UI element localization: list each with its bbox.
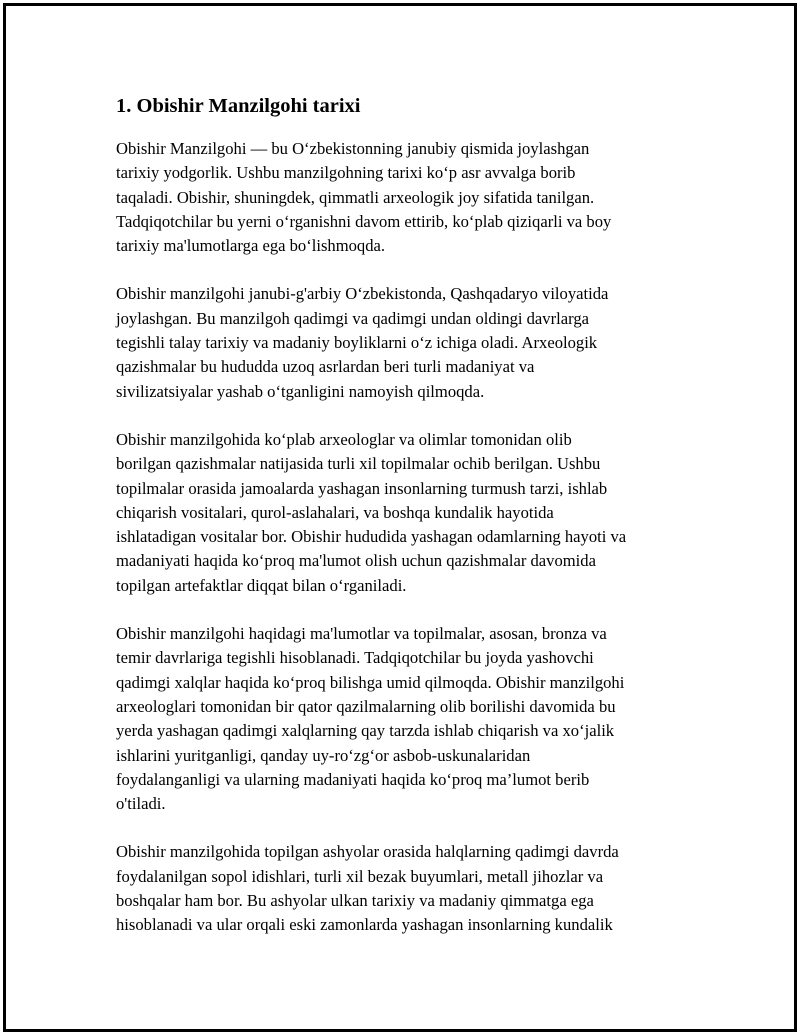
- text-line: o'tiladi.: [116, 794, 166, 814]
- text-line: boshqalar ham bor. Bu ashyolar ulkan tarixiy va madaniy qimmatga ega: [116, 891, 594, 911]
- text-line: Obishir Manzilgohi — bu O‘zbekistonning janubiy qismida joylashgan: [116, 139, 590, 158]
- text-line: qazishmalar bu hududda uzoq asrlardan beri turli madaniyat va: [116, 357, 535, 377]
- text-line: ishlatadigan vositalar bor. Obishir hududida yashagan odamlarning hayoti va: [116, 527, 627, 547]
- paragraph-3: [116, 428, 691, 598]
- text-line: Obishir manzilgohi janubi-g'arbiy O‘zbekistonda, Qashqadaryo viloyatida: [116, 284, 609, 304]
- text-line: Obishir manzilgohida ko‘plab arxeologlar va olimlar tomonidan olib: [116, 429, 572, 449]
- text-line: joylashgan. Bu manzilgoh qadimgi va qadimgi undan oldingi davrlarga: [116, 308, 589, 328]
- text-line: foydalanilgan sopol idishlari, turli xil bezak buyumlari, metall jihozlar va: [116, 866, 604, 886]
- text-line: ishlarini yuritganligi, qanday uy-ro‘zg‘or asbob-uskunalaridan: [116, 745, 531, 765]
- text-line: qadimgi xalqlar haqida ko‘proq bilishga umid qilmoqda. Obishir manzilgohi: [116, 672, 625, 692]
- text-line: hisoblanadi va ular orqali eski zamonlarda yashagan insonlarning kundalik: [116, 915, 613, 935]
- text-line: tarixiy yodgorlik. Ushbu manzilgohning tarixi ko‘p asr avvalga borib: [116, 163, 576, 183]
- text-line: tegishli talay tarixiy va madaniy boyliklarni o‘z ichiga oladi. Arxeologik: [116, 333, 598, 353]
- text-line: foydalanganligi va ularning madaniyati haqida ko‘proq ma’lumot berib: [116, 769, 590, 789]
- text-line: Obishir manzilgohida topilgan ashyolar orasida halqlarning qadimgi davrda: [116, 842, 619, 862]
- text-line: madaniyati haqida ko‘proq ma'lumot olish uchun qazishmalar davomida: [116, 551, 596, 571]
- text-line: temir davrlariga tegishli hisoblanadi. Tadqiqotchilar bu joyda yashovchi: [116, 648, 594, 668]
- text-line: topilmalar orasida jamoalarda yashagan insonlarning turmush tarzi, ishlab: [116, 478, 608, 498]
- text-line: taqaladi. Obishir, shuningdek, qimmatli arxeologik joy sifatida tanilgan.: [116, 187, 595, 207]
- text-line: sivilizatsiyalar yashab o‘tganligini namoyish qilmoqda.: [116, 381, 485, 401]
- document-body: [116, 92, 691, 962]
- paragraph-1: [116, 137, 691, 258]
- text-line: Obishir manzilgohi haqidagi ma'lumotlar va topilmalar, asosan, bronza va: [116, 624, 607, 644]
- text-line: arxeologlari tomonidan bir qator qazilmalarning olib borilishi davomida bu: [116, 696, 616, 716]
- text-line: yerda yashagan qadimgi xalqlarning qay tarzda ishlab chiqarish va xo‘jalik: [116, 721, 615, 741]
- text-line: chiqarish vositalari, qurol-aslahalari, va boshqa kundalik hayotida: [116, 502, 554, 522]
- paragraph-2: [116, 282, 691, 403]
- text-line: borilgan qazishmalar natijasida turli xil topilmalar ochib berilgan. Ushbu: [116, 454, 601, 474]
- paragraph-5: [116, 840, 691, 937]
- paragraph-4: [116, 622, 691, 816]
- document-title: 1. Obishir Manzilgohi tarixi: [116, 95, 361, 117]
- text-line: tarixiy ma'lumotlarga ega bo‘lishmoqda.: [116, 236, 386, 256]
- text-line: Tadqiqotchilar bu yerni o‘rganishni davom ettirib, ko‘plab qiziqarli va boy: [116, 211, 612, 231]
- text-line: topilgan artefaktlar diqqat bilan o‘rganiladi.: [116, 575, 407, 595]
